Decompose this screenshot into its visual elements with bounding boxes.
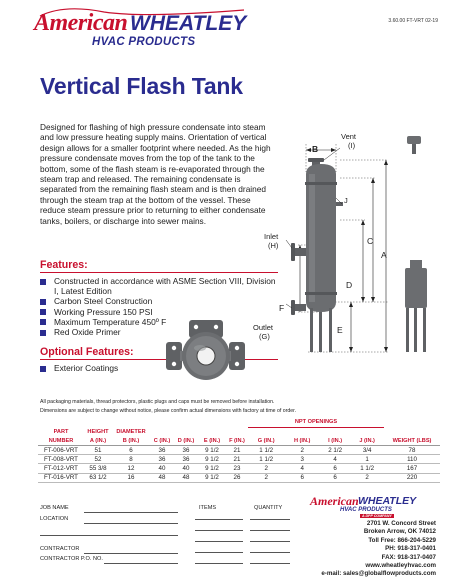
item-field[interactable]	[195, 519, 243, 520]
brand-wheatley: WHEATLEY	[130, 12, 247, 35]
col-header-diameter: DIAMETER	[116, 428, 146, 435]
dim-f-label: F	[279, 303, 285, 313]
features-heading: Features:	[40, 259, 88, 271]
quantity-field[interactable]	[250, 563, 290, 564]
dim-c-label: C	[367, 236, 374, 246]
outlet-label: Outlet	[253, 323, 274, 332]
contractor-po-label: CONTRACTOR P.O. NO.	[40, 556, 103, 562]
website-link[interactable]: www.wheatleyhvac.com	[365, 562, 436, 570]
job-name-label: JOB NAME	[40, 505, 69, 511]
table-row: FT-012-VRT 55 3/8 12 40 40 9 1/2 23 2 4 6 1 1/2 167	[38, 464, 440, 473]
bullet-square-icon	[40, 309, 46, 315]
spec-table-header-row	[38, 436, 440, 445]
email-link[interactable]: e-mail: sales@globalflowproducts.com	[321, 570, 436, 578]
dim-j-label: J	[344, 196, 348, 205]
dim-e-label: E	[337, 325, 343, 335]
location-field[interactable]	[84, 523, 178, 524]
page-title: Vertical Flash Tank	[40, 73, 243, 99]
company-tag: A DPP COMPANY	[362, 514, 392, 518]
feature-item: Carbon Steel Construction	[40, 296, 280, 306]
feature-item: Red Oxide Primer	[40, 327, 280, 337]
contractor-field[interactable]	[84, 553, 178, 554]
document-number: 3.60.00 FT-VRT 02-19	[388, 18, 438, 24]
spec-table	[38, 418, 440, 483]
table-row: FT-016-VRT 63 1/2 16 48 48 9 1/2 26 2 6 6 2 220	[38, 473, 440, 482]
feature-item: Maximum Temperature 450º F	[40, 317, 280, 327]
col-header: WEIGHT (LBS)	[384, 436, 440, 445]
top-view-flange-illustration	[163, 318, 248, 388]
col-header: NUMBER	[38, 436, 84, 445]
address-line2: Broken Arrow, OK 74012	[363, 528, 436, 536]
installation-notes	[40, 397, 440, 416]
inlet-label: Inlet	[264, 232, 279, 241]
items-label: ITEMS	[199, 505, 217, 511]
bullet-square-icon	[40, 366, 46, 372]
dim-b-label: B	[312, 144, 319, 154]
contact-brand-wheatley: WHEATLEY	[358, 495, 417, 507]
col-header-height: HEIGHT	[87, 428, 109, 435]
location-label: LOCATION	[40, 516, 69, 522]
col-header-part: PART	[53, 428, 69, 435]
quantity-field[interactable]	[250, 541, 290, 542]
contact-brand-logo	[310, 494, 440, 520]
col-header: J (IN.)	[350, 436, 384, 445]
dim-a-label: A	[381, 250, 387, 260]
bullet-square-icon	[40, 319, 46, 325]
brand-logo	[34, 8, 254, 50]
col-header: G (IN.)	[248, 436, 284, 445]
table-row: FT-008-VRT 52 8 36 36 9 1/2 21 1 1/2 3 4 1 110	[38, 455, 440, 464]
item-field[interactable]	[195, 541, 243, 542]
col-header: A (IN.)	[84, 436, 112, 445]
item-field[interactable]	[195, 552, 243, 553]
job-name-field[interactable]	[84, 512, 178, 513]
quantity-field[interactable]	[250, 530, 290, 531]
col-header: B (IN.)	[112, 436, 150, 445]
contractor-po-field[interactable]	[104, 563, 178, 564]
note-dimensions: Dimensions are subject to change without notice, please confirm actual dimensions with factory at time of order.	[40, 407, 297, 414]
product-description: Designed for flashing of high pressure condensate into steam and low pressure heating supply mains. Orientation of vertical design allows for a smaller footprint where needed. As the high pressure condensate moves from the top of the tank to the bottom, some of the flash steam is re-evaporated through the steam trap and released. The remaining condensate is separated from the remaining flash steam and is then drained through the steam trap at the bottom of the vessel. These reduce steam pressure prior to returning to either condensate tanks, boilers, or discharge into sewer mains.	[40, 122, 271, 226]
phone: PH: 918-317-0401	[385, 545, 436, 553]
table-row: FT-006-VRT 51 6 36 36 9 1/2 21 1 1/2 2 2 1/2 3/4 78	[38, 446, 440, 455]
quantity-label: QUANTITY	[254, 505, 283, 511]
tank-dimension-diagram	[280, 130, 452, 380]
vent-code-label: (I)	[348, 141, 356, 150]
col-header: D (IN.)	[174, 436, 198, 445]
contractor-label: CONTRACTOR	[40, 546, 80, 552]
col-header: I (IN.)	[320, 436, 350, 445]
contact-address	[296, 520, 436, 579]
col-header: E (IN.)	[198, 436, 226, 445]
col-header: C (IN.)	[150, 436, 174, 445]
item-field[interactable]	[195, 530, 243, 531]
col-header: H (IN.)	[284, 436, 320, 445]
quantity-field[interactable]	[250, 519, 290, 520]
bullet-square-icon	[40, 330, 46, 336]
contact-brand-hvac: HVAC PRODUCTS	[340, 507, 392, 513]
bullet-square-icon	[40, 299, 46, 305]
vent-label: Vent	[341, 132, 357, 141]
inlet-code-label: (H)	[268, 241, 279, 250]
item-field[interactable]	[195, 563, 243, 564]
features-divider	[40, 272, 278, 273]
optional-features-heading: Optional Features:	[40, 346, 134, 358]
col-header: F (IN.)	[226, 436, 248, 445]
address-line1: 2701 W. Concord Street	[366, 520, 436, 527]
fax: FAX: 918-317-0407	[381, 553, 436, 561]
dim-d-label: D	[346, 280, 353, 290]
quantity-field[interactable]	[250, 552, 290, 553]
note-packaging: All packaging materials, thread protectors, plastic plugs and caps must be removed before installation.	[40, 399, 275, 405]
toll-free: Toll Free: 866-204-5229	[368, 536, 436, 544]
feature-item: Constructed in accordance with ASME Section VIII, Division I, Latest Edition	[40, 276, 280, 296]
brand-american: American	[34, 10, 128, 36]
optional-feature-item: Exterior Coatings	[40, 363, 280, 373]
brand-hvac-products: HVAC PRODUCTS	[92, 36, 196, 48]
contact-brand-american: American	[310, 494, 359, 508]
location-field-line2[interactable]	[40, 535, 178, 536]
bullet-square-icon	[40, 279, 46, 285]
feature-item: Working Pressure 150 PSI	[40, 307, 280, 317]
outlet-code-label: (G)	[259, 332, 270, 341]
npt-openings-header: NPT OPENINGS	[248, 418, 384, 427]
